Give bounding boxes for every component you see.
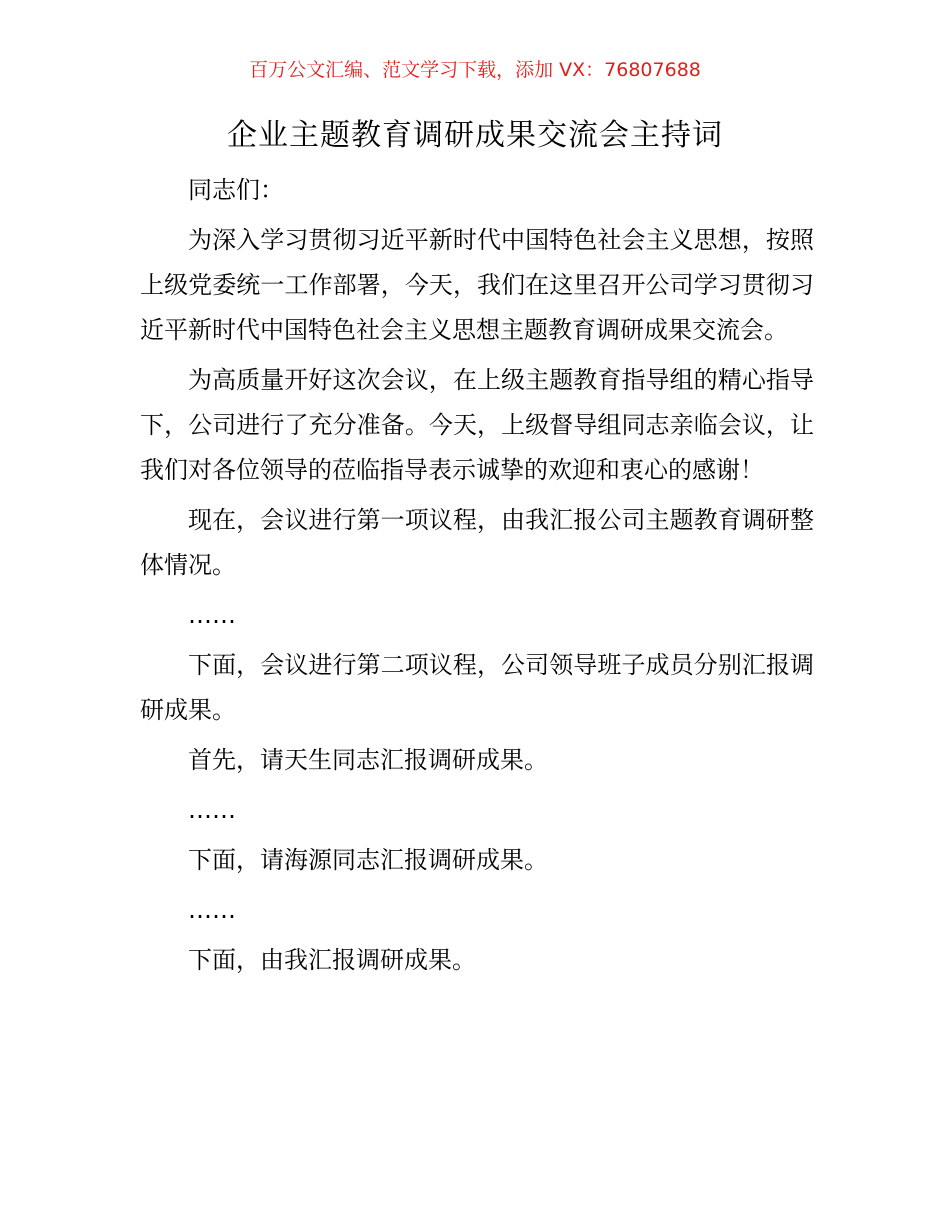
ellipsis-1: …… (188, 601, 236, 629)
document-title: 企业主题教育调研成果交流会主持词 (227, 118, 723, 153)
salutation: 同志们： (188, 176, 284, 204)
ellipsis-3: …… (188, 896, 236, 924)
paragraph-welcome: 为高质量开好这次会议，在上级主题教育指导组的精心指导下，公司进行了充分准备。今天，上级督导组同志亲临会议，让我们对各位领导的莅临指导表示诚挚的欢迎和衷心的感谢！ (140, 366, 814, 484)
paragraph-second-report: 下面，请海源同志汇报调研成果。 (188, 846, 548, 874)
paragraph-agenda-two: 下面，会议进行第二项议程，公司领导班子成员分别汇报调研成果。 (140, 651, 814, 724)
paragraph-own-report: 下面，由我汇报调研成果。 (188, 946, 476, 974)
header-watermark-note: 百万公文汇编、范文学习下载，添加 VX：76807688 (249, 59, 701, 81)
paragraph-agenda-one: 现在，会议进行第一项议程，由我汇报公司主题教育调研整体情况。 (140, 506, 814, 579)
document-body (140, 168, 814, 988)
paragraph-first-report: 首先，请天生同志汇报调研成果。 (188, 746, 548, 774)
ellipsis-2: …… (188, 796, 236, 824)
paragraph-purpose: 为深入学习贯彻习近平新时代中国特色社会主义思想，按照上级党委统一工作部署，今天，我们在这里召开公司学习贯彻习近平新时代中国特色社会主义思想主题教育调研成果交流会。 (140, 226, 814, 344)
